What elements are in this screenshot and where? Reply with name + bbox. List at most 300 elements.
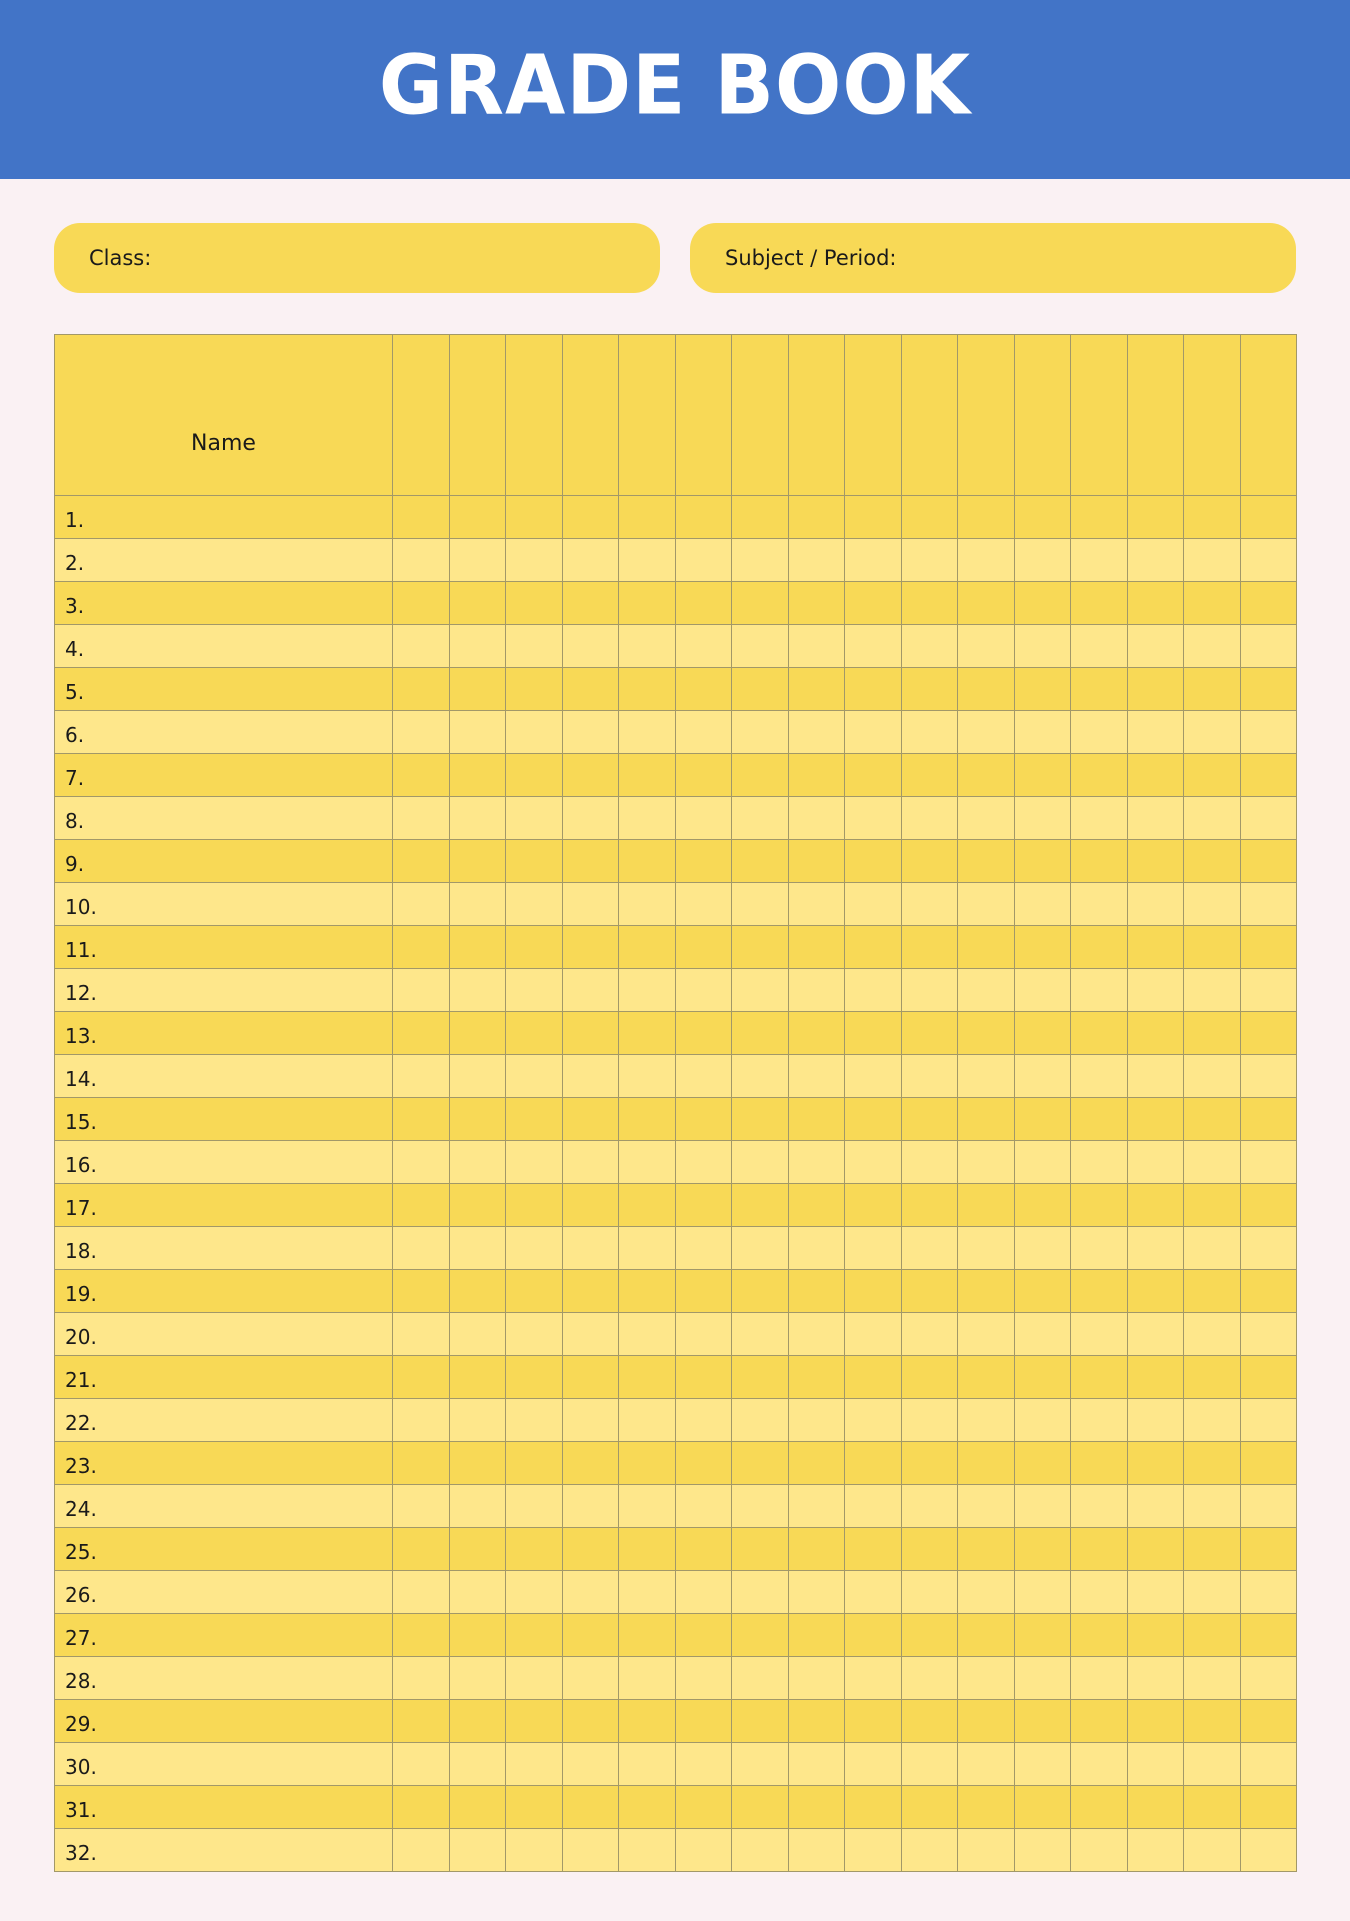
grade-cell[interactable] xyxy=(506,1657,563,1700)
grade-cell[interactable] xyxy=(788,1399,845,1442)
grade-cell[interactable] xyxy=(449,840,506,883)
grade-cell[interactable] xyxy=(845,1098,902,1141)
grade-cell[interactable] xyxy=(732,1227,789,1270)
grade-cell[interactable] xyxy=(788,797,845,840)
grade-cell[interactable] xyxy=(393,668,450,711)
grade-cell[interactable] xyxy=(845,711,902,754)
grade-cell[interactable] xyxy=(393,883,450,926)
grade-cell[interactable] xyxy=(449,1786,506,1829)
grade-cell[interactable] xyxy=(845,625,902,668)
grade-cell[interactable] xyxy=(1014,1270,1071,1313)
grade-cell[interactable] xyxy=(562,625,619,668)
grade-cell[interactable] xyxy=(562,1399,619,1442)
grade-cell[interactable] xyxy=(562,1743,619,1786)
grade-cell[interactable] xyxy=(1014,1528,1071,1571)
grade-cell[interactable] xyxy=(958,797,1015,840)
grade-cell[interactable] xyxy=(845,1399,902,1442)
grade-cell[interactable] xyxy=(562,1227,619,1270)
grade-cell[interactable] xyxy=(901,1313,958,1356)
grade-cell[interactable] xyxy=(675,797,732,840)
grade-cell[interactable] xyxy=(845,1313,902,1356)
student-name-cell[interactable] xyxy=(55,1743,393,1786)
grade-cell[interactable] xyxy=(1071,1657,1128,1700)
grade-cell[interactable] xyxy=(506,711,563,754)
grade-cell[interactable] xyxy=(675,1571,732,1614)
grade-cell[interactable] xyxy=(901,1571,958,1614)
grade-cell[interactable] xyxy=(1127,539,1184,582)
grade-cell[interactable] xyxy=(393,539,450,582)
grade-cell[interactable] xyxy=(449,969,506,1012)
grade-cell[interactable] xyxy=(788,1657,845,1700)
grade-cell[interactable] xyxy=(675,1227,732,1270)
grade-cell[interactable] xyxy=(393,1528,450,1571)
grade-cell[interactable] xyxy=(619,582,676,625)
grade-cell[interactable] xyxy=(788,1485,845,1528)
grade-cell[interactable] xyxy=(901,668,958,711)
grade-cell[interactable] xyxy=(1127,625,1184,668)
grade-cell[interactable] xyxy=(393,582,450,625)
grade-cell[interactable] xyxy=(732,582,789,625)
grade-cell[interactable] xyxy=(675,840,732,883)
grade-cell[interactable] xyxy=(393,1614,450,1657)
grade-cell[interactable] xyxy=(845,797,902,840)
grade-cell[interactable] xyxy=(1240,1356,1297,1399)
grade-cell[interactable] xyxy=(1014,1700,1071,1743)
grade-cell[interactable] xyxy=(449,1399,506,1442)
student-name-cell[interactable] xyxy=(55,1098,393,1141)
grade-cell[interactable] xyxy=(619,496,676,539)
grade-cell[interactable] xyxy=(506,1571,563,1614)
grade-column-header[interactable] xyxy=(1240,335,1297,496)
grade-cell[interactable] xyxy=(393,1829,450,1872)
grade-cell[interactable] xyxy=(732,1313,789,1356)
grade-cell[interactable] xyxy=(1184,1829,1241,1872)
grade-cell[interactable] xyxy=(958,1055,1015,1098)
grade-cell[interactable] xyxy=(1127,1528,1184,1571)
grade-cell[interactable] xyxy=(732,883,789,926)
grade-cell[interactable] xyxy=(958,840,1015,883)
grade-cell[interactable] xyxy=(449,797,506,840)
grade-cell[interactable] xyxy=(1184,1227,1241,1270)
grade-cell[interactable] xyxy=(732,711,789,754)
grade-cell[interactable] xyxy=(393,1571,450,1614)
grade-cell[interactable] xyxy=(1071,668,1128,711)
grade-cell[interactable] xyxy=(675,1098,732,1141)
grade-cell[interactable] xyxy=(1184,1571,1241,1614)
grade-cell[interactable] xyxy=(1184,840,1241,883)
grade-cell[interactable] xyxy=(958,1528,1015,1571)
grade-cell[interactable] xyxy=(1240,883,1297,926)
grade-cell[interactable] xyxy=(788,1055,845,1098)
grade-cell[interactable] xyxy=(1184,1356,1241,1399)
grade-cell[interactable] xyxy=(675,668,732,711)
grade-cell[interactable] xyxy=(1127,883,1184,926)
student-name-cell[interactable] xyxy=(55,582,393,625)
grade-cell[interactable] xyxy=(901,1614,958,1657)
student-name-cell[interactable] xyxy=(55,1829,393,1872)
grade-cell[interactable] xyxy=(619,1657,676,1700)
grade-cell[interactable] xyxy=(732,797,789,840)
grade-cell[interactable] xyxy=(449,883,506,926)
grade-cell[interactable] xyxy=(506,1829,563,1872)
grade-column-header[interactable] xyxy=(732,335,789,496)
grade-cell[interactable] xyxy=(562,1786,619,1829)
grade-cell[interactable] xyxy=(619,926,676,969)
grade-cell[interactable] xyxy=(958,754,1015,797)
grade-cell[interactable] xyxy=(562,883,619,926)
grade-cell[interactable] xyxy=(675,496,732,539)
grade-cell[interactable] xyxy=(732,1743,789,1786)
grade-cell[interactable] xyxy=(1127,1055,1184,1098)
grade-cell[interactable] xyxy=(958,1313,1015,1356)
grade-cell[interactable] xyxy=(1014,625,1071,668)
grade-cell[interactable] xyxy=(788,1141,845,1184)
grade-cell[interactable] xyxy=(958,582,1015,625)
grade-cell[interactable] xyxy=(1240,496,1297,539)
grade-column-header[interactable] xyxy=(393,335,450,496)
grade-cell[interactable] xyxy=(788,1571,845,1614)
grade-cell[interactable] xyxy=(1127,1442,1184,1485)
grade-cell[interactable] xyxy=(1127,1184,1184,1227)
grade-cell[interactable] xyxy=(393,625,450,668)
grade-cell[interactable] xyxy=(1071,1485,1128,1528)
grade-cell[interactable] xyxy=(958,969,1015,1012)
grade-cell[interactable] xyxy=(449,1485,506,1528)
grade-cell[interactable] xyxy=(1127,711,1184,754)
grade-cell[interactable] xyxy=(393,840,450,883)
grade-cell[interactable] xyxy=(958,496,1015,539)
grade-cell[interactable] xyxy=(449,496,506,539)
grade-cell[interactable] xyxy=(1184,496,1241,539)
grade-cell[interactable] xyxy=(562,496,619,539)
grade-cell[interactable] xyxy=(1014,1098,1071,1141)
grade-cell[interactable] xyxy=(562,969,619,1012)
grade-cell[interactable] xyxy=(1014,754,1071,797)
grade-cell[interactable] xyxy=(1184,1012,1241,1055)
grade-cell[interactable] xyxy=(1014,926,1071,969)
grade-cell[interactable] xyxy=(506,496,563,539)
grade-cell[interactable] xyxy=(1240,754,1297,797)
grade-cell[interactable] xyxy=(1240,1055,1297,1098)
grade-cell[interactable] xyxy=(901,1227,958,1270)
student-name-cell[interactable] xyxy=(55,926,393,969)
grade-cell[interactable] xyxy=(1071,539,1128,582)
grade-column-header[interactable] xyxy=(562,335,619,496)
grade-cell[interactable] xyxy=(675,1356,732,1399)
grade-cell[interactable] xyxy=(1240,1571,1297,1614)
grade-cell[interactable] xyxy=(449,1270,506,1313)
grade-cell[interactable] xyxy=(732,969,789,1012)
grade-cell[interactable] xyxy=(449,1528,506,1571)
grade-cell[interactable] xyxy=(845,1657,902,1700)
student-name-cell[interactable] xyxy=(55,1270,393,1313)
grade-column-header[interactable] xyxy=(1071,335,1128,496)
grade-cell[interactable] xyxy=(1014,1012,1071,1055)
grade-cell[interactable] xyxy=(449,1657,506,1700)
grade-cell[interactable] xyxy=(449,1184,506,1227)
student-name-cell[interactable] xyxy=(55,625,393,668)
grade-cell[interactable] xyxy=(788,1356,845,1399)
grade-cell[interactable] xyxy=(1014,1184,1071,1227)
grade-cell[interactable] xyxy=(958,1743,1015,1786)
grade-cell[interactable] xyxy=(958,539,1015,582)
grade-cell[interactable] xyxy=(675,1313,732,1356)
grade-cell[interactable] xyxy=(732,926,789,969)
grade-cell[interactable] xyxy=(562,1184,619,1227)
grade-cell[interactable] xyxy=(1184,969,1241,1012)
grade-cell[interactable] xyxy=(901,1528,958,1571)
grade-cell[interactable] xyxy=(619,1700,676,1743)
grade-cell[interactable] xyxy=(1071,1571,1128,1614)
student-name-cell[interactable] xyxy=(55,711,393,754)
grade-cell[interactable] xyxy=(619,1829,676,1872)
grade-cell[interactable] xyxy=(901,1356,958,1399)
grade-cell[interactable] xyxy=(562,754,619,797)
grade-cell[interactable] xyxy=(732,1571,789,1614)
grade-cell[interactable] xyxy=(788,1098,845,1141)
grade-cell[interactable] xyxy=(1071,1270,1128,1313)
grade-cell[interactable] xyxy=(1184,1442,1241,1485)
grade-cell[interactable] xyxy=(901,1743,958,1786)
grade-cell[interactable] xyxy=(506,1743,563,1786)
grade-cell[interactable] xyxy=(562,582,619,625)
grade-cell[interactable] xyxy=(675,1700,732,1743)
grade-cell[interactable] xyxy=(619,1399,676,1442)
grade-cell[interactable] xyxy=(845,1055,902,1098)
grade-cell[interactable] xyxy=(1240,840,1297,883)
grade-cell[interactable] xyxy=(393,754,450,797)
grade-cell[interactable] xyxy=(1127,1270,1184,1313)
grade-cell[interactable] xyxy=(845,1614,902,1657)
grade-cell[interactable] xyxy=(393,711,450,754)
grade-cell[interactable] xyxy=(506,926,563,969)
grade-cell[interactable] xyxy=(562,711,619,754)
grade-cell[interactable] xyxy=(958,1614,1015,1657)
grade-cell[interactable] xyxy=(845,1571,902,1614)
student-name-cell[interactable] xyxy=(55,668,393,711)
grade-cell[interactable] xyxy=(1071,1313,1128,1356)
grade-cell[interactable] xyxy=(958,1485,1015,1528)
grade-cell[interactable] xyxy=(1127,1485,1184,1528)
grade-cell[interactable] xyxy=(958,625,1015,668)
grade-cell[interactable] xyxy=(1184,1657,1241,1700)
grade-cell[interactable] xyxy=(1127,1356,1184,1399)
grade-cell[interactable] xyxy=(1184,926,1241,969)
grade-cell[interactable] xyxy=(393,1485,450,1528)
grade-cell[interactable] xyxy=(449,926,506,969)
grade-cell[interactable] xyxy=(1184,1700,1241,1743)
grade-cell[interactable] xyxy=(1240,1657,1297,1700)
grade-cell[interactable] xyxy=(1071,1614,1128,1657)
grade-cell[interactable] xyxy=(958,1399,1015,1442)
grade-cell[interactable] xyxy=(788,1700,845,1743)
grade-cell[interactable] xyxy=(1127,840,1184,883)
grade-cell[interactable] xyxy=(1240,1012,1297,1055)
grade-cell[interactable] xyxy=(1240,1829,1297,1872)
grade-cell[interactable] xyxy=(393,1786,450,1829)
grade-cell[interactable] xyxy=(1184,1313,1241,1356)
grade-cell[interactable] xyxy=(393,1356,450,1399)
grade-cell[interactable] xyxy=(562,1614,619,1657)
grade-cell[interactable] xyxy=(1240,625,1297,668)
grade-cell[interactable] xyxy=(562,1313,619,1356)
grade-cell[interactable] xyxy=(506,1313,563,1356)
grade-cell[interactable] xyxy=(845,1270,902,1313)
grade-cell[interactable] xyxy=(506,1098,563,1141)
grade-cell[interactable] xyxy=(675,1657,732,1700)
grade-cell[interactable] xyxy=(393,1657,450,1700)
grade-cell[interactable] xyxy=(1014,1141,1071,1184)
grade-cell[interactable] xyxy=(788,1184,845,1227)
grade-cell[interactable] xyxy=(1071,711,1128,754)
grade-cell[interactable] xyxy=(1071,1356,1128,1399)
grade-cell[interactable] xyxy=(449,668,506,711)
grade-cell[interactable] xyxy=(1071,496,1128,539)
grade-cell[interactable] xyxy=(562,926,619,969)
grade-cell[interactable] xyxy=(1240,1700,1297,1743)
grade-cell[interactable] xyxy=(1014,711,1071,754)
grade-cell[interactable] xyxy=(449,1055,506,1098)
grade-cell[interactable] xyxy=(845,1700,902,1743)
grade-cell[interactable] xyxy=(845,1528,902,1571)
grade-cell[interactable] xyxy=(562,1657,619,1700)
grade-cell[interactable] xyxy=(845,1227,902,1270)
student-name-cell[interactable] xyxy=(55,1184,393,1227)
grade-cell[interactable] xyxy=(958,1786,1015,1829)
grade-cell[interactable] xyxy=(1071,969,1128,1012)
grade-cell[interactable] xyxy=(1014,969,1071,1012)
grade-cell[interactable] xyxy=(958,1227,1015,1270)
grade-cell[interactable] xyxy=(732,625,789,668)
grade-cell[interactable] xyxy=(1127,754,1184,797)
grade-cell[interactable] xyxy=(1071,582,1128,625)
grade-cell[interactable] xyxy=(732,1270,789,1313)
grade-cell[interactable] xyxy=(675,1442,732,1485)
grade-cell[interactable] xyxy=(506,1227,563,1270)
grade-column-header[interactable] xyxy=(788,335,845,496)
grade-cell[interactable] xyxy=(506,1485,563,1528)
grade-cell[interactable] xyxy=(1014,1055,1071,1098)
grade-cell[interactable] xyxy=(1127,1313,1184,1356)
grade-cell[interactable] xyxy=(1184,1399,1241,1442)
grade-cell[interactable] xyxy=(788,1270,845,1313)
grade-cell[interactable] xyxy=(958,1098,1015,1141)
grade-cell[interactable] xyxy=(901,1786,958,1829)
grade-cell[interactable] xyxy=(1127,1786,1184,1829)
grade-cell[interactable] xyxy=(845,1743,902,1786)
grade-cell[interactable] xyxy=(732,1399,789,1442)
grade-cell[interactable] xyxy=(1071,1786,1128,1829)
grade-cell[interactable] xyxy=(732,1786,789,1829)
grade-column-header[interactable] xyxy=(901,335,958,496)
grade-cell[interactable] xyxy=(619,1528,676,1571)
grade-cell[interactable] xyxy=(449,1012,506,1055)
grade-cell[interactable] xyxy=(619,754,676,797)
grade-cell[interactable] xyxy=(506,539,563,582)
grade-cell[interactable] xyxy=(506,1055,563,1098)
grade-cell[interactable] xyxy=(732,840,789,883)
grade-cell[interactable] xyxy=(1014,496,1071,539)
grade-cell[interactable] xyxy=(506,625,563,668)
grade-cell[interactable] xyxy=(619,969,676,1012)
grade-cell[interactable] xyxy=(1184,883,1241,926)
grade-cell[interactable] xyxy=(1127,1141,1184,1184)
grade-cell[interactable] xyxy=(1240,668,1297,711)
student-name-cell[interactable] xyxy=(55,1313,393,1356)
grade-cell[interactable] xyxy=(845,582,902,625)
grade-cell[interactable] xyxy=(901,539,958,582)
grade-cell[interactable] xyxy=(449,1356,506,1399)
grade-cell[interactable] xyxy=(901,1141,958,1184)
grade-cell[interactable] xyxy=(562,539,619,582)
grade-cell[interactable] xyxy=(675,1485,732,1528)
grade-cell[interactable] xyxy=(1014,1227,1071,1270)
grade-cell[interactable] xyxy=(958,1571,1015,1614)
grade-cell[interactable] xyxy=(1071,1055,1128,1098)
grade-cell[interactable] xyxy=(562,1571,619,1614)
grade-cell[interactable] xyxy=(788,1528,845,1571)
grade-cell[interactable] xyxy=(675,1141,732,1184)
grade-column-header[interactable] xyxy=(1014,335,1071,496)
grade-cell[interactable] xyxy=(619,883,676,926)
grade-cell[interactable] xyxy=(901,797,958,840)
student-name-cell[interactable] xyxy=(55,1657,393,1700)
grade-cell[interactable] xyxy=(1071,926,1128,969)
grade-cell[interactable] xyxy=(675,969,732,1012)
grade-cell[interactable] xyxy=(788,883,845,926)
grade-cell[interactable] xyxy=(732,668,789,711)
grade-cell[interactable] xyxy=(1127,969,1184,1012)
grade-cell[interactable] xyxy=(901,1270,958,1313)
grade-cell[interactable] xyxy=(449,582,506,625)
grade-cell[interactable] xyxy=(1014,1571,1071,1614)
grade-cell[interactable] xyxy=(449,754,506,797)
grade-cell[interactable] xyxy=(675,625,732,668)
student-name-cell[interactable] xyxy=(55,1399,393,1442)
grade-cell[interactable] xyxy=(1014,1786,1071,1829)
grade-cell[interactable] xyxy=(1184,1098,1241,1141)
grade-cell[interactable] xyxy=(845,1485,902,1528)
student-name-cell[interactable] xyxy=(55,1141,393,1184)
grade-cell[interactable] xyxy=(1184,1786,1241,1829)
grade-cell[interactable] xyxy=(1127,797,1184,840)
grade-cell[interactable] xyxy=(619,668,676,711)
grade-cell[interactable] xyxy=(1240,539,1297,582)
grade-cell[interactable] xyxy=(732,1055,789,1098)
grade-cell[interactable] xyxy=(732,1356,789,1399)
grade-column-header[interactable] xyxy=(675,335,732,496)
grade-cell[interactable] xyxy=(393,1184,450,1227)
grade-cell[interactable] xyxy=(958,1012,1015,1055)
student-name-cell[interactable] xyxy=(55,1227,393,1270)
grade-cell[interactable] xyxy=(619,1012,676,1055)
grade-cell[interactable] xyxy=(1184,711,1241,754)
grade-cell[interactable] xyxy=(958,926,1015,969)
grade-cell[interactable] xyxy=(845,496,902,539)
grade-cell[interactable] xyxy=(732,539,789,582)
grade-cell[interactable] xyxy=(449,1614,506,1657)
student-name-cell[interactable] xyxy=(55,496,393,539)
grade-cell[interactable] xyxy=(393,496,450,539)
grade-cell[interactable] xyxy=(788,1313,845,1356)
grade-cell[interactable] xyxy=(1240,1184,1297,1227)
grade-column-header[interactable] xyxy=(506,335,563,496)
grade-cell[interactable] xyxy=(562,1485,619,1528)
grade-cell[interactable] xyxy=(1240,1442,1297,1485)
grade-cell[interactable] xyxy=(788,582,845,625)
grade-cell[interactable] xyxy=(845,883,902,926)
grade-cell[interactable] xyxy=(675,754,732,797)
